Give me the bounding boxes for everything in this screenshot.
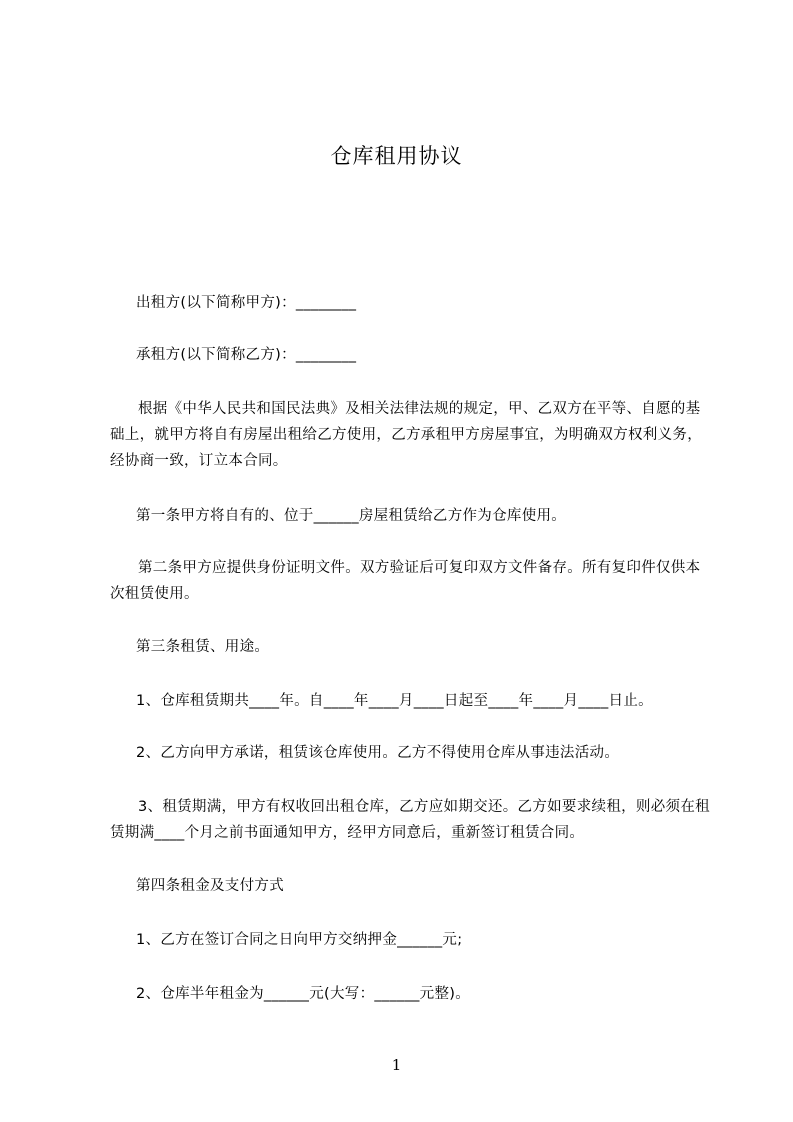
article-3-item-1: 1、仓库租赁期共____年。自____年____月____日起至____年____月____日止。: [136, 693, 653, 709]
lessee-line: 承租方(以下简称乙方)：________: [136, 347, 357, 363]
article-4-heading: 第四条租金及支付方式: [136, 878, 284, 894]
article-3-item-3: 3、租赁期满，甲方有权收回出租仓库，乙方应如期交还。乙方如要求续租，则必须在租赁期满____个月之前书面通知甲方，经甲方同意后，重新签订租赁合同。: [110, 799, 710, 841]
article-3-heading: 第三条租赁、用途。: [136, 639, 270, 655]
document-title: 仓库租用协议: [330, 144, 463, 168]
article-1-paragraph: 第一条甲方将自有的、位于______房屋租赁给乙方作为仓库使用。: [136, 508, 567, 524]
preamble-paragraph: 根据《中华人民共和国民法典》及相关法律法规的规定，甲、乙双方在平等、自愿的基础上，就甲方将自有房屋出租给乙方使用，乙方承租甲方房屋事宜，为明确双方权利义务，经协商一致，订立本合同。: [110, 401, 702, 469]
lessor-line: 出租方(以下简称甲方)：________: [136, 295, 357, 311]
article-3-item-2: 2、乙方向甲方承诺，租赁该仓库使用。乙方不得使用仓库从事违法活动。: [136, 745, 620, 761]
article-2-paragraph: 第二条甲方应提供身份证明文件。双方验证后可复印双方文件备存。所有复印件仅供本次租赁使用。: [110, 560, 701, 602]
article-4-item-2: 2、仓库半年租金为______元(大写：______元整)。: [136, 986, 471, 1002]
page-number: 1: [391, 1056, 402, 1074]
article-4-item-1: 1、乙方在签订合同之日向甲方交纳押金______元;: [136, 932, 463, 948]
